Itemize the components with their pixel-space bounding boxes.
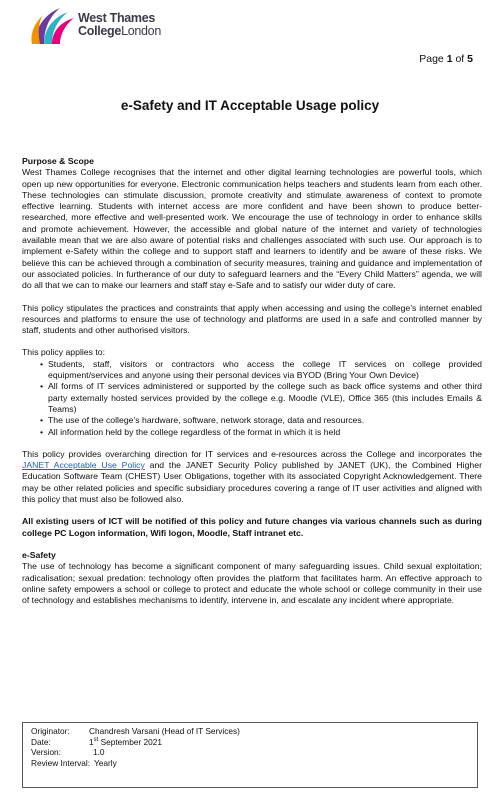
originator-value: Chandresh Varsani (Head of IT Services) [89, 726, 240, 736]
purpose-paragraph-2: This policy stipulates the practices and constraints that apply when accessing and using the college’s internet enabled resources and platforms to ensure the use of technology and platforms are used in a safe and controlled manner by staff, students and other authorised visitors. [22, 302, 482, 336]
notification-paragraph: All existing users of ICT will be notified of this policy and future changes via various channels such as during college PC Logon information, Wifi logon, Moodle, Staff intranet etc. [22, 516, 482, 538]
list-item: • The use of the college’s hardware, software, network storage, data and resources. [40, 415, 482, 426]
list-item: • All information held by the college regardless of the format in which it is held [40, 427, 482, 438]
college-logo [30, 4, 180, 48]
esafety-paragraph-1: The use of technology has become a significant component of many safeguarding issues. Child sexual exploitation; radicalisation; sexual predation: technology often provides the platform that facilitates harm. An effective approach to online safety empowers a school or college to protect and educate the whole school or college community in their use of technology and establishes mechanisms to identify, intervene in, and escalate any incident where appropriate. [22, 561, 482, 606]
table-row: Originator: Chandresh Varsani (Head of IT Services) [31, 726, 477, 737]
document-body [22, 156, 482, 606]
janet-policy-link[interactable]: JANET Acceptable Use Policy [22, 460, 145, 471]
document-title: e-Safety and IT Acceptable Usage policy [120, 98, 380, 113]
applies-intro: This policy applies to: [22, 347, 106, 358]
review-interval-value: Yearly [94, 757, 117, 768]
table-row: Date: 1st September 2021 [31, 737, 477, 748]
table-row: Version: 1.0 [31, 747, 477, 758]
logo-name-college: College [78, 24, 122, 38]
logo-name-london: London [121, 24, 161, 38]
purpose-paragraph-3: This policy provides overarching direction for IT services and e-resources across the College and incorporates the JANET Acceptable Use Policy and the JANET Security Policy published by JANET (UK), the Combined Higher Education Software Team (CHEST) User Obligations, together with its associated Copyright Acknowledgement. There may be other related policies and specific subsidiary procedures covering a range of IT user activities and aligned with this policy that must also be followed also. [22, 448, 482, 505]
section-heading-esafety: e-Safety [22, 549, 56, 560]
table-row: Review Interval: Yearly [31, 758, 477, 769]
logo-name-line1: West Thames [78, 11, 156, 25]
list-item: • All forms of IT services administered or supported by the college such as back office systems and other third party externally hosted services provided by the college e.g. Moodle (VLE), Office 365 (this includes Emails & Teams) [40, 381, 482, 415]
section-heading-purpose: Purpose & Scope [22, 156, 94, 166]
page-number: Page 1 of 5 [419, 53, 473, 65]
document-control-table [22, 722, 478, 788]
applies-list [40, 359, 482, 438]
list-item: • Students, staff, visitors or contractors who access the college IT services on college provided equipment/services and anyone using their personal devices via BYOD (Bring Your Own Device) [40, 359, 482, 382]
version-value: 1.0 [93, 747, 105, 758]
logo-swoosh-icon [30, 4, 78, 48]
purpose-paragraph-1: West Thames College recognises that the internet and other digital learning technologies are powerful tools, which open up new opportunities for everyone. Electronic communication helps teachers and students learn from each other. These technologies can stimulate discussion, promote creativity and stimulate awareness of context to promote effective learning. Students with internet access are more confident and have been shown to produce better-researched, more effective and well-presented work. We encourage the use of technology in order to enhance skills and promote achievement. However, the accessible and global nature of the internet and variety of technologies available mean that we are also aware of potential risks and challenges associated with such use. Our approach is to implement e-Safety within the college and to support staff and learners to identify and be aware of these risks. We believe this can be achieved through a combination of security measures, training and guidance and implementation of our associated policies. In furtherance of our duty to safeguard learners and the “Every Child Matters” agenda, we will do all that we can to make our learners and staff stay e-Safe and to satisfy our wider duty of care. [22, 167, 482, 291]
date-value: 1st September 2021 [89, 736, 162, 747]
